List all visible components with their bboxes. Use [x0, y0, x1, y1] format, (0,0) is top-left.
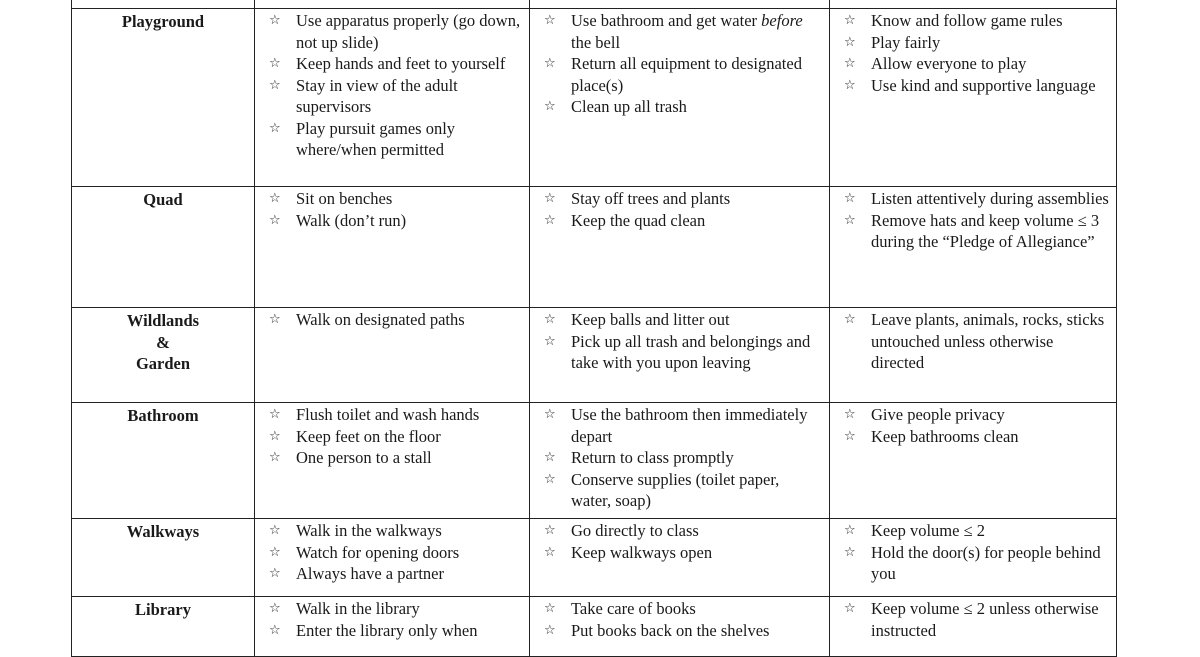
star-bullet-icon: ☆: [844, 407, 856, 422]
table-row-clipped: [72, 0, 1117, 9]
list-item: ☆ Stay off trees and plants: [544, 189, 731, 208]
list-item: ☆ Keep walkways open: [544, 542, 713, 562]
list-item: ☆ Use apparatus properly (go down, not up slide): [269, 11, 521, 52]
respectful-rules-cell: [830, 403, 1117, 519]
star-bullet-icon: ☆: [844, 34, 856, 50]
behavior-rules-table: [71, 0, 1117, 657]
respectful-rules-cell: [830, 187, 1117, 308]
list-item: ☆ Play pursuit games only where/when permitted: [269, 118, 456, 159]
list-item: ☆ Walk in the walkways: [269, 521, 442, 540]
safe-rules-cell: [255, 519, 530, 597]
star-bullet-icon: ☆: [269, 13, 281, 28]
list-item: ☆ Clean up all trash: [544, 97, 687, 116]
list-item: ☆ Know and follow game rules: [844, 11, 1063, 30]
respectful-rules-cell: [830, 519, 1117, 597]
responsible-rules-cell: [530, 519, 830, 597]
list-item: ☆ Put books back on the shelves: [544, 620, 770, 640]
responsible-rules-cell: [530, 403, 830, 519]
rule-cell: [830, 0, 1117, 9]
rule-cell: [530, 0, 830, 9]
list-item: ☆ Always have a partner: [269, 564, 444, 583]
respectful-rules-cell: [830, 597, 1117, 657]
list-item: ☆ Sit on benches: [269, 189, 393, 208]
list-item: ☆ Allow everyone to play: [844, 54, 1027, 73]
list-item: ☆ Walk in the library: [269, 599, 420, 618]
responsible-rules-cell: [530, 597, 830, 657]
star-bullet-icon: ☆: [544, 99, 556, 114]
list-item: ☆ Watch for opening doors: [269, 542, 460, 562]
list-item: ☆ Keep volume ≤ 2 unless otherwise instructed: [844, 599, 1099, 640]
list-item: ☆ Play fairly: [844, 32, 941, 52]
respectful-rules-cell: [830, 308, 1117, 403]
list-item: ☆ Return all equipment to designated place(s): [544, 54, 802, 95]
responsible-rules-cell: [530, 187, 830, 308]
star-bullet-icon: ☆: [544, 450, 556, 465]
star-bullet-icon: ☆: [544, 333, 556, 349]
star-bullet-icon: ☆: [544, 601, 556, 616]
safe-rules-cell: [255, 187, 530, 308]
table-row-playground: [72, 9, 1117, 187]
safe-rules-cell: [255, 308, 530, 403]
list-item: ☆ Listen attentively during assemblies: [844, 189, 1109, 208]
star-bullet-icon: ☆: [269, 212, 281, 228]
list-item: ☆ Stay in view of the adult supervisors: [269, 75, 458, 116]
star-bullet-icon: ☆: [544, 212, 556, 228]
list-item: ☆ Give people privacy: [844, 405, 1005, 424]
star-bullet-icon: ☆: [269, 428, 281, 444]
list-item: ☆ Leave plants, animals, rocks, sticks untouched unless otherwise directed: [844, 310, 1105, 372]
list-item: ☆ Conserve supplies (toilet paper, water, soap): [544, 469, 780, 510]
location-line: &: [156, 332, 170, 352]
star-bullet-icon: ☆: [544, 407, 556, 422]
location-label: Quad: [72, 187, 255, 308]
list-item: ☆ Hold the door(s) for people behind you: [844, 542, 1101, 583]
star-bullet-icon: ☆: [269, 544, 281, 560]
star-bullet-icon: ☆: [544, 544, 556, 560]
star-bullet-icon: ☆: [844, 191, 856, 206]
star-bullet-icon: ☆: [544, 622, 556, 638]
responsible-rules-cell: [530, 308, 830, 403]
list-item: ☆ Use the bathroom then immediately depart: [544, 405, 808, 446]
star-bullet-icon: ☆: [844, 212, 856, 228]
star-bullet-icon: ☆: [544, 312, 556, 327]
location-line: Wildlands: [126, 311, 200, 330]
list-item: ☆ One person to a stall: [269, 448, 432, 467]
star-bullet-icon: ☆: [844, 544, 856, 560]
star-bullet-icon: ☆: [844, 601, 856, 616]
list-item: ☆ Keep hands and feet to yourself: [269, 54, 506, 73]
list-item: ☆ Keep the quad clean: [544, 210, 706, 230]
list-item: ☆ Keep bathrooms clean: [844, 426, 1019, 446]
list-item: ☆ Remove hats and keep volume ≤ 3 during the “Pledge of Allegiance”: [844, 210, 1100, 251]
list-item: ☆ Pick up all trash and belongings and take with you upon leaving: [544, 331, 811, 372]
star-bullet-icon: ☆: [844, 523, 856, 538]
list-item: ☆ Walk on designated paths: [269, 310, 465, 329]
star-bullet-icon: ☆: [544, 13, 556, 28]
star-bullet-icon: ☆: [269, 56, 281, 71]
location-label: Walkways: [72, 519, 255, 597]
safe-rules-cell: [255, 403, 530, 519]
rules-matrix-page: [71, 0, 1116, 657]
star-bullet-icon: ☆: [544, 191, 556, 206]
list-item: ☆ Use kind and supportive language: [844, 75, 1096, 95]
list-item: ☆ Enter the library only when: [269, 620, 478, 640]
list-item: ☆ Walk (don’t run): [269, 210, 407, 230]
star-bullet-icon: ☆: [269, 77, 281, 93]
location-label: [72, 308, 255, 403]
safe-rules-cell: [255, 9, 530, 187]
star-bullet-icon: ☆: [269, 566, 281, 581]
list-item: ☆ Return to class promptly: [544, 448, 734, 467]
list-item: ☆ Go directly to class: [544, 521, 699, 540]
list-item: ☆ Keep balls and litter out: [544, 310, 730, 329]
location-label: Library: [72, 597, 255, 657]
table-row-walkways: [72, 519, 1117, 597]
respectful-rules-cell: [830, 9, 1117, 187]
star-bullet-icon: ☆: [544, 56, 556, 71]
star-bullet-icon: ☆: [844, 312, 856, 327]
table-row-bathroom: [72, 403, 1117, 519]
star-bullet-icon: ☆: [544, 523, 556, 538]
star-bullet-icon: ☆: [269, 312, 281, 327]
star-bullet-icon: ☆: [269, 450, 281, 465]
star-bullet-icon: ☆: [269, 407, 281, 422]
list-item: ☆ Take care of books: [544, 599, 696, 618]
table-row-quad: [72, 187, 1117, 308]
responsible-rules-cell: [530, 9, 830, 187]
table-row-library: [72, 597, 1117, 657]
star-bullet-icon: ☆: [544, 471, 556, 487]
list-item: ☆ Use bathroom and get water before the bell: [544, 11, 803, 52]
star-bullet-icon: ☆: [269, 191, 281, 206]
star-bullet-icon: ☆: [269, 601, 281, 616]
star-bullet-icon: ☆: [844, 428, 856, 444]
location-cell: [72, 0, 255, 9]
location-line: Garden: [135, 354, 191, 373]
star-bullet-icon: ☆: [844, 77, 856, 93]
star-bullet-icon: ☆: [269, 120, 281, 136]
table-row-wildlands-garden: [72, 308, 1117, 403]
list-item: ☆ Flush toilet and wash hands: [269, 405, 480, 424]
location-label: Bathroom: [72, 403, 255, 519]
star-bullet-icon: ☆: [844, 56, 856, 71]
location-label: Playground: [72, 9, 255, 187]
list-item: ☆ Keep volume ≤ 2: [844, 521, 985, 540]
list-item: ☆ Keep feet on the floor: [269, 426, 441, 446]
rule-cell: [255, 0, 530, 9]
star-bullet-icon: ☆: [844, 13, 856, 28]
star-bullet-icon: ☆: [269, 523, 281, 538]
safe-rules-cell: [255, 597, 530, 657]
star-bullet-icon: ☆: [269, 622, 281, 638]
